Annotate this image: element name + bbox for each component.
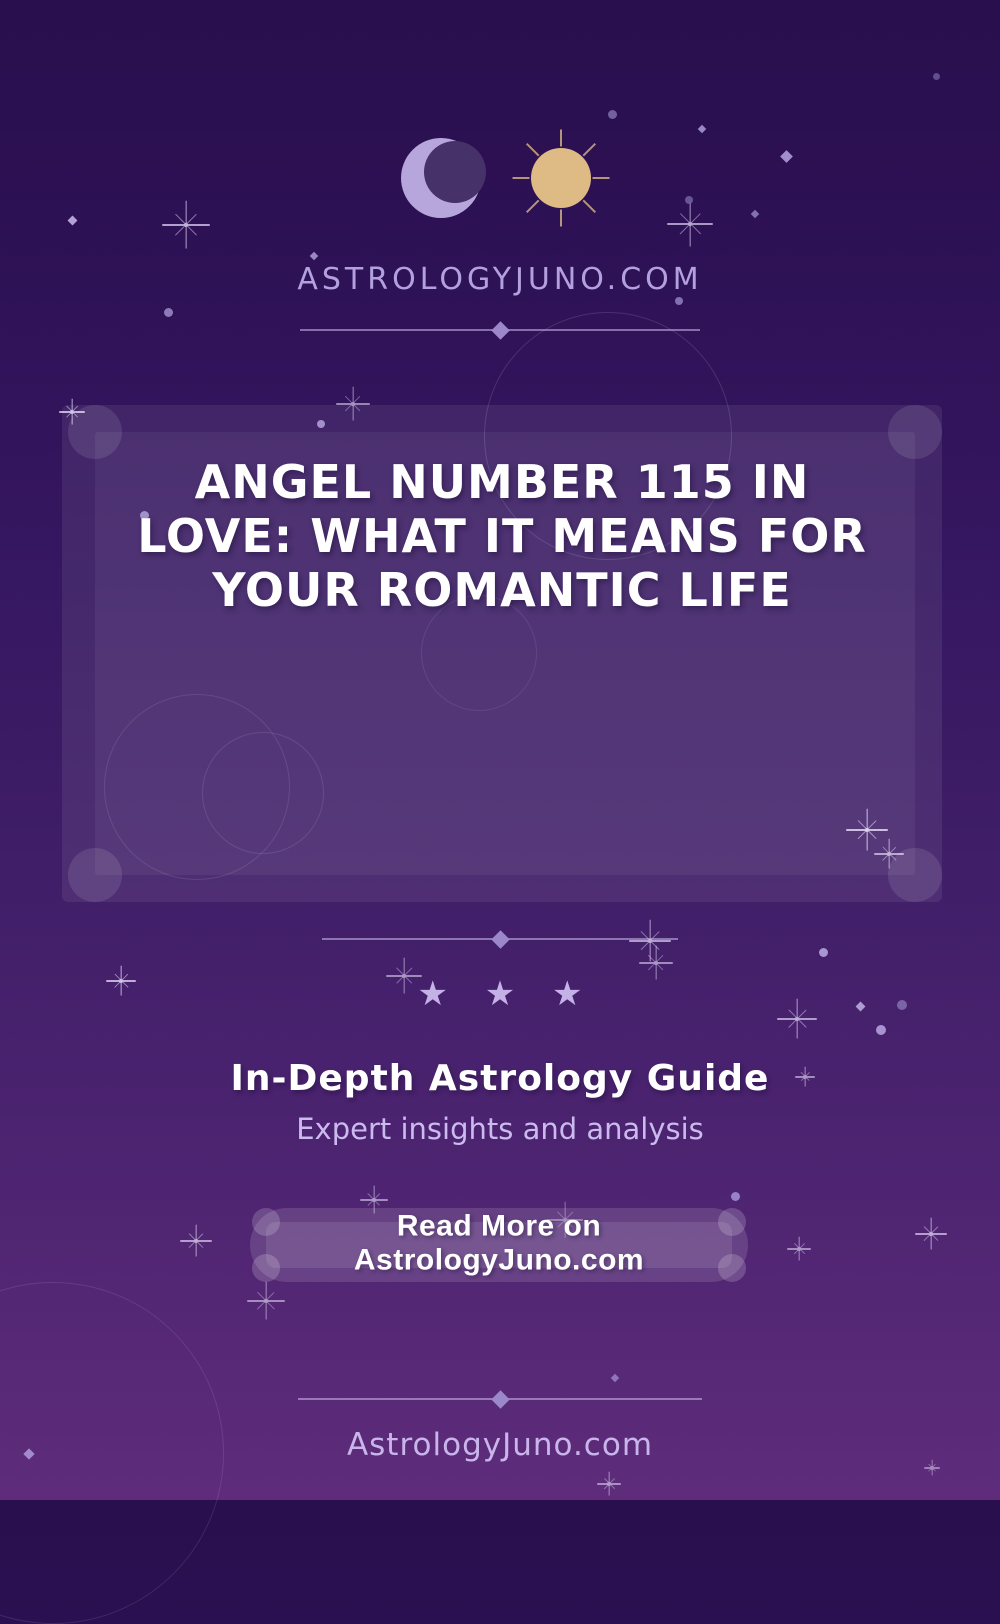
footer-domain: AstrologyJuno.com bbox=[346, 1427, 654, 1463]
sun-ray bbox=[583, 200, 596, 213]
sun-ray bbox=[513, 177, 530, 179]
read-more-label: Read More on AstrologyJuno.com bbox=[353, 1209, 645, 1277]
star-dot-decoration bbox=[608, 110, 617, 119]
diamond-decoration bbox=[67, 215, 77, 225]
star-icon: ★ bbox=[484, 974, 516, 1014]
divider-ornament-middle bbox=[322, 930, 678, 948]
title-card bbox=[62, 405, 942, 902]
diamond-decoration bbox=[611, 1374, 619, 1382]
sun-ray bbox=[526, 143, 539, 156]
star-icon: ★ bbox=[552, 974, 583, 1014]
diamond-icon bbox=[491, 321, 509, 339]
star-dot-decoration bbox=[933, 73, 940, 80]
diamond-decoration bbox=[751, 210, 759, 218]
pin-title bbox=[92, 455, 912, 617]
divider-ornament-top bbox=[300, 321, 700, 339]
pin-title-line-2: LOVE: WHAT IT MEANS FOR bbox=[137, 509, 867, 563]
guide-heading: In-Depth Astrology Guide bbox=[230, 1058, 770, 1099]
star-dot-decoration bbox=[819, 948, 828, 957]
sun-ray bbox=[526, 200, 539, 213]
star-dot-decoration bbox=[731, 1192, 740, 1201]
sun-ray bbox=[593, 177, 610, 179]
card-corner-circle bbox=[68, 848, 122, 902]
card-corner-circle bbox=[68, 405, 122, 459]
diamond-icon bbox=[491, 1390, 509, 1408]
sun-ray bbox=[560, 210, 562, 227]
sun-ray bbox=[560, 130, 562, 147]
card-corner-circle bbox=[888, 405, 942, 459]
read-more-button[interactable] bbox=[250, 1208, 748, 1282]
diamond-decoration bbox=[310, 252, 318, 260]
moon-icon bbox=[401, 138, 481, 218]
divider-ornament-bottom bbox=[298, 1390, 702, 1408]
pin-title-line-1: ANGEL NUMBER 115 IN bbox=[194, 455, 810, 509]
guide-subheading: Expert insights and analysis bbox=[296, 1112, 704, 1146]
three-star-rating-row bbox=[0, 974, 1000, 1014]
card-corner-circle bbox=[888, 848, 942, 902]
diamond-decoration bbox=[780, 150, 793, 163]
header-domain: ASTROLOGYJUNO.COM bbox=[297, 262, 703, 297]
star-dot-decoration bbox=[876, 1025, 886, 1035]
diamond-decoration bbox=[698, 125, 706, 133]
star-dot-decoration bbox=[685, 196, 693, 204]
star-dot-decoration bbox=[164, 308, 173, 317]
star-icon: ★ bbox=[417, 974, 448, 1014]
pin-title-line-3: YOUR ROMANTIC LIFE bbox=[212, 563, 792, 617]
sun-icon bbox=[531, 148, 591, 208]
diamond-icon bbox=[491, 930, 509, 948]
star-dot-decoration bbox=[675, 297, 683, 305]
sun-ray bbox=[583, 143, 596, 156]
